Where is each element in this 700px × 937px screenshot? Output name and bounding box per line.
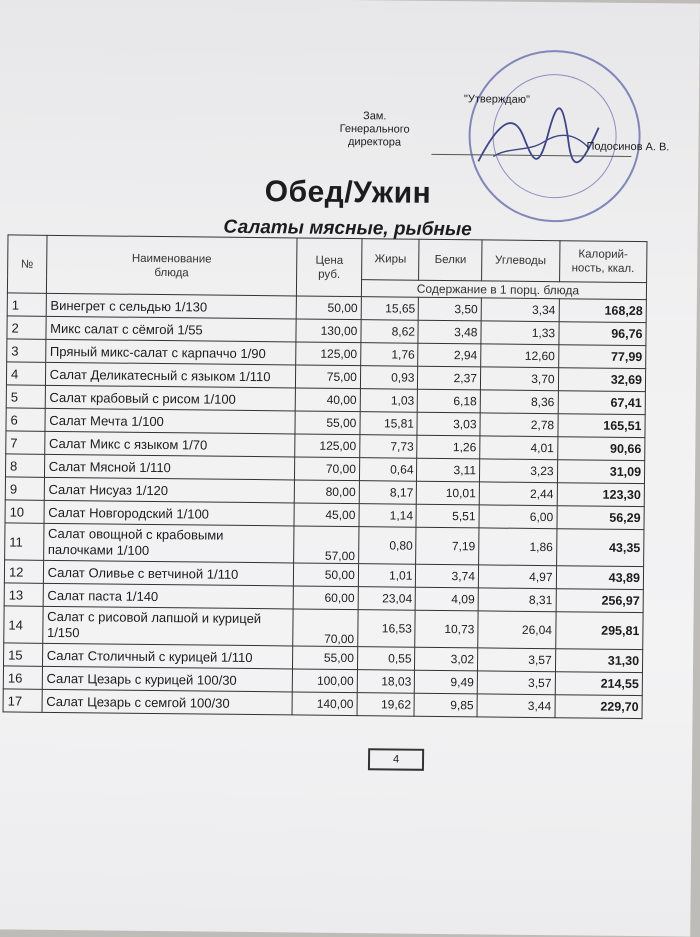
table-body: [3, 293, 646, 719]
cell-protein: 3,11: [417, 458, 480, 482]
cell-fat: 15,65: [361, 297, 419, 321]
cell-fat: 1,01: [358, 564, 416, 588]
cell-price: 40,00: [295, 388, 360, 412]
header-name: [46, 235, 297, 296]
cell-kcal: 77,99: [558, 345, 646, 369]
cell-carbs: 3,57: [477, 648, 555, 672]
subheader-content: Содержание в 1 порц. блюда: [361, 280, 646, 300]
cell-protein: 3,50: [419, 297, 482, 321]
cell-price: 70,00: [293, 609, 358, 647]
cell-fat: 18,03: [357, 670, 415, 694]
cell-num: 14: [4, 606, 43, 643]
cell-protein: 9,85: [414, 693, 477, 717]
cell-protein: 10,01: [417, 481, 480, 505]
cell-kcal: 214,55: [555, 672, 643, 696]
cell-protein: 2,37: [418, 366, 481, 390]
header-num: №: [7, 235, 46, 293]
header-kcal-line: ность, ккал.: [571, 262, 635, 275]
cell-name: Салат Мясной 1/110: [44, 454, 295, 480]
header-price-line: Цена: [315, 254, 344, 267]
cell-carbs: 3,70: [480, 367, 558, 391]
cell-price: 60,00: [293, 586, 358, 610]
cell-name: Салат Деликатесный с языком 1/110: [45, 362, 296, 388]
cell-fat: 8,17: [359, 481, 417, 505]
cell-price: 45,00: [294, 503, 359, 527]
cell-num: 12: [4, 560, 43, 583]
section-subtitle: Салаты мясные, рыбные: [223, 216, 472, 241]
cell-fat: 7,73: [360, 435, 418, 459]
cell-fat: 19,62: [357, 693, 415, 717]
signer-name: Подосинов А. В.: [586, 140, 670, 154]
cell-name: Салат Микс с языком 1/70: [44, 431, 295, 457]
cell-carbs: 26,04: [478, 611, 556, 649]
cell-name: Салат крабовый с рисом 1/100: [45, 385, 296, 411]
cell-kcal: 165,51: [558, 414, 646, 438]
cell-num: 15: [4, 643, 43, 666]
menu-table: [3, 234, 648, 719]
cell-num: 10: [5, 500, 44, 523]
cell-num: 17: [3, 689, 42, 712]
cell-num: 3: [7, 339, 46, 362]
cell-carbs: 4,97: [478, 565, 556, 589]
cell-num: 16: [3, 666, 42, 689]
cell-name: Салат Цезарь с семгой 100/30: [42, 689, 293, 715]
cell-price: 140,00: [292, 692, 357, 716]
approve-word: "Утверждаю": [463, 93, 530, 106]
cell-carbs: 6,00: [479, 505, 557, 529]
cell-name: Салат с рисовой лапшой и курицей 1/150: [42, 606, 293, 646]
cell-name: Салат овощной с крабовыми палочками 1/100: [43, 523, 294, 563]
cell-num: 5: [6, 385, 45, 408]
cell-price: 55,00: [295, 411, 360, 435]
cell-fat: 1,14: [359, 504, 417, 528]
cell-protein: 3,02: [415, 647, 478, 671]
cell-name: Пряный микс-салат с карпаччо 1/90: [45, 339, 296, 365]
cell-protein: 7,19: [416, 527, 479, 565]
cell-kcal: 168,28: [559, 299, 647, 323]
cell-fat: 8,62: [361, 320, 419, 344]
cell-num: 8: [5, 454, 44, 477]
cell-protein: 10,73: [415, 610, 478, 648]
cell-kcal: 43,89: [556, 566, 644, 590]
cell-num: 9: [5, 477, 44, 500]
cell-carbs: 3,57: [477, 671, 555, 695]
page-number: 4: [368, 748, 424, 771]
cell-fat: 15,81: [360, 412, 418, 436]
cell-fat: 0,64: [359, 458, 417, 482]
cell-num: 13: [4, 583, 43, 606]
cell-price: 75,00: [296, 365, 361, 389]
cell-fat: 0,55: [357, 647, 415, 671]
cell-fat: 1,76: [360, 343, 418, 367]
cell-price: 70,00: [295, 457, 360, 481]
cell-protein: 6,18: [418, 389, 481, 413]
header-price: [297, 238, 362, 297]
header-price-line: руб.: [318, 268, 341, 281]
cell-kcal: 56,29: [557, 506, 645, 530]
cell-price: 125,00: [296, 342, 361, 366]
cell-carbs: 3,23: [479, 459, 557, 483]
cell-kcal: 43,35: [556, 529, 644, 567]
cell-carbs: 3,34: [481, 298, 559, 322]
cell-carbs: 8,31: [478, 588, 556, 612]
cell-name: Салат Мечта 1/100: [45, 408, 296, 434]
cell-kcal: 123,30: [557, 483, 645, 507]
cell-fat: 0,93: [360, 366, 418, 390]
cell-price: 125,00: [295, 434, 360, 458]
cell-kcal: 67,41: [558, 391, 646, 415]
cell-carbs: 8,36: [480, 390, 558, 414]
cell-protein: 4,09: [416, 587, 479, 611]
cell-price: 57,00: [294, 526, 359, 564]
approver-position-line: Зам.: [363, 110, 387, 123]
cell-kcal: 96,76: [558, 322, 646, 346]
header-kcal: [559, 241, 647, 283]
cell-name: Винегрет с сельдью 1/130: [46, 293, 297, 319]
header-name-line: блюда: [154, 266, 189, 279]
cell-num: 1: [7, 293, 46, 316]
cell-protein: 2,94: [418, 343, 481, 367]
cell-price: 50,00: [294, 563, 359, 587]
cell-carbs: 1,86: [479, 528, 557, 566]
header-protein: Белки: [419, 239, 482, 281]
cell-carbs: 2,44: [479, 482, 557, 506]
cell-carbs: 4,01: [480, 436, 558, 460]
cell-protein: 3,48: [418, 320, 481, 344]
page-title: Обед/Ужин: [264, 175, 432, 210]
cell-num: 11: [5, 523, 44, 560]
cell-carbs: 1,33: [481, 321, 559, 345]
cell-fat: 16,53: [358, 610, 416, 648]
cell-kcal: 229,70: [555, 695, 643, 719]
cell-num: 2: [7, 316, 46, 339]
header-carbs: Углеводы: [482, 240, 560, 282]
header-name-line: Наименование: [131, 252, 212, 266]
cell-price: 80,00: [294, 480, 359, 504]
header-kcal-line: Калорий-: [578, 248, 628, 261]
cell-num: 4: [6, 362, 45, 385]
cell-kcal: 90,66: [557, 437, 645, 461]
approver-position: [331, 110, 417, 150]
cell-name: Салат паста 1/140: [43, 583, 294, 609]
cell-kcal: 31,30: [555, 649, 643, 673]
approver-position-line: Генерального: [339, 122, 410, 136]
cell-num: 7: [6, 431, 45, 454]
cell-fat: 0,80: [358, 527, 416, 565]
approval-block: [331, 93, 692, 170]
cell-kcal: 32,69: [558, 368, 646, 392]
signature-line: [431, 154, 631, 157]
cell-kcal: 31,09: [557, 460, 645, 484]
cell-protein: 3,03: [417, 412, 480, 436]
cell-protein: 1,26: [417, 435, 480, 459]
cell-protein: 3,74: [416, 564, 479, 588]
approver-position-line: директора: [347, 135, 402, 149]
cell-protein: 9,49: [415, 670, 478, 694]
cell-protein: 5,51: [416, 504, 479, 528]
cell-name: Салат Цезарь с курицей 100/30: [42, 666, 293, 692]
cell-price: 100,00: [293, 669, 358, 693]
cell-carbs: 2,78: [480, 413, 558, 437]
cell-name: Салат Новгородский 1/100: [44, 500, 295, 526]
cell-name: Салат Столичный с курицей 1/110: [42, 643, 293, 669]
cell-price: 50,00: [296, 296, 361, 320]
cell-name: Салат Оливье с ветчиной 1/110: [43, 560, 294, 586]
cell-name: Салат Нисуаз 1/120: [44, 477, 295, 503]
cell-fat: 23,04: [358, 587, 416, 611]
cell-name: Микс салат с сёмгой 1/55: [46, 316, 297, 342]
cell-num: 6: [6, 408, 45, 431]
cell-carbs: 12,60: [481, 344, 559, 368]
cell-carbs: 3,44: [477, 694, 555, 718]
cell-fat: 1,03: [360, 389, 418, 413]
cell-price: 130,00: [296, 319, 361, 343]
table-header-row: [8, 235, 647, 283]
header-fat: Жиры: [361, 239, 419, 281]
cell-price: 55,00: [293, 646, 358, 670]
cell-kcal: 256,97: [556, 589, 644, 613]
cell-kcal: 295,81: [555, 612, 643, 650]
